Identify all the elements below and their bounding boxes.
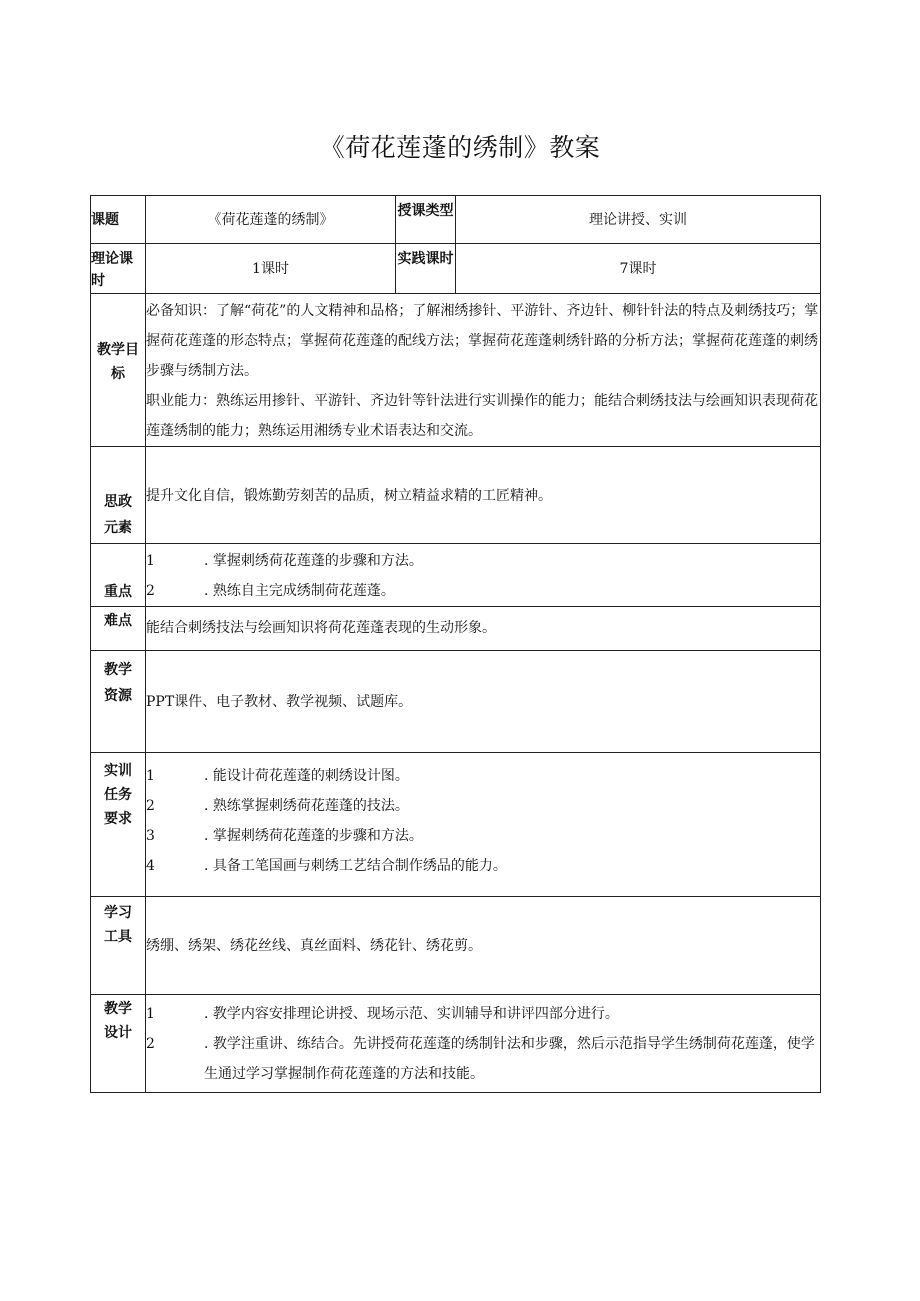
design-row: [91, 995, 821, 1093]
tools-text: 绣绷、绣架、绣花丝线、真丝面料、绣花针、绣花剪。: [146, 897, 821, 995]
design-number: 2: [146, 1036, 155, 1052]
keypoint-number: 2: [146, 583, 155, 599]
goals-knowledge: 必备知识：了解“荷花”的人文精神和品格；了解湘绣掺针、平游针、齐边针、柳针针法的特点及刺绣技巧；掌握荷花莲蓬的形态特点；掌握荷花莲蓬的配线方法；掌握荷花莲蓬刺绣针路的分析方法；掌握荷花莲蓬的刺绣步骤与绣制方法。: [146, 303, 819, 379]
keypoints-content: [146, 544, 821, 607]
task-number: 4: [146, 858, 155, 874]
resources-text: PPT课件、电子教材、教学视频、试题库。: [146, 651, 821, 753]
tasks-label: 实训任务要求: [91, 753, 146, 897]
keypoint-item: [146, 546, 820, 576]
ideology-label: 思政元素: [91, 447, 146, 544]
task-text: . 具备工笔国画与刺绣工艺结合制作绣品的能力。: [204, 858, 507, 874]
tasks-content: [146, 753, 821, 897]
task-text: . 能设计荷花莲蓬的刺绣设计图。: [204, 768, 409, 784]
resources-label: 教学资源: [91, 651, 146, 753]
practice-hours-label: 实践课时: [396, 244, 456, 294]
task-text: . 熟练掌握刺绣荷花莲蓬的技法。: [204, 798, 409, 814]
task-item: [146, 851, 820, 881]
page-title: 《荷花莲蓬的绣制》教案: [319, 133, 601, 162]
hours-row: [91, 244, 821, 294]
type-label: 授课类型: [396, 196, 456, 244]
theory-hours-value: 1课时: [146, 244, 396, 294]
course-row: [91, 196, 821, 244]
task-item: [146, 821, 820, 851]
task-number: 3: [146, 828, 155, 844]
course-value: 《荷花莲蓬的绣制》: [146, 196, 396, 244]
tools-row: [91, 897, 821, 995]
keypoints-label: 重点: [91, 544, 146, 607]
lesson-plan-table: [90, 195, 821, 1093]
difficulty-label: 难点: [91, 607, 146, 651]
difficulty-text: 能结合刺绣技法与绘画知识将荷花莲蓬表现的生动形象。: [146, 607, 821, 651]
keypoint-text: . 熟练自主完成绣制荷花莲蓬。: [204, 583, 395, 599]
task-number: 1: [146, 768, 155, 784]
goals-row: [91, 294, 821, 447]
type-value: 理论讲授、实训: [456, 196, 821, 244]
tools-label: 学习工具: [91, 897, 146, 995]
design-text: . 教学注重讲、练结合。先讲授荷花莲蓬的绣制针法和步骤，然后示范指导学生绣制荷花莲蓬，使学生通过学习掌握制作荷花莲蓬的方法和技能。: [204, 1036, 815, 1082]
design-label: 教学设计: [91, 995, 146, 1093]
design-content: [146, 995, 821, 1093]
keypoints-row: [91, 544, 821, 607]
task-number: 2: [146, 798, 155, 814]
theory-hours-label: 理论课时: [91, 244, 146, 294]
keypoint-number: 1: [146, 553, 155, 569]
keypoint-text: . 掌握刺绣荷花莲蓬的步骤和方法。: [204, 553, 423, 569]
resources-row: [91, 651, 821, 753]
ideology-text: 提升文化自信，锻炼勤劳刻苦的品质，树立精益求精的工匠精神。: [146, 447, 821, 544]
task-item: [146, 761, 820, 791]
goals-ability: 职业能力：熟练运用掺针、平游针、齐边针等针法进行实训操作的能力；能结合刺绣技法与绘画知识表现荷花莲蓬绣制的能力；熟练运用湘绣专业术语表达和交流。: [146, 393, 818, 439]
task-item: [146, 791, 820, 821]
design-text: . 教学内容安排理论讲授、现场示范、实训辅导和讲评四部分进行。: [204, 1006, 619, 1022]
goals-label: 教学目标: [91, 294, 146, 447]
ideology-row: [91, 447, 821, 544]
tasks-row: [91, 753, 821, 897]
course-label: 课题: [91, 196, 146, 244]
difficulty-row: [91, 607, 821, 651]
practice-hours-value: 7课时: [456, 244, 821, 294]
task-text: . 掌握刺绣荷花莲蓬的步骤和方法。: [204, 828, 423, 844]
design-item: [146, 1029, 820, 1089]
keypoint-item: [146, 576, 820, 606]
goals-content: [146, 294, 821, 447]
design-number: 1: [146, 1006, 155, 1022]
design-item: [146, 999, 820, 1029]
